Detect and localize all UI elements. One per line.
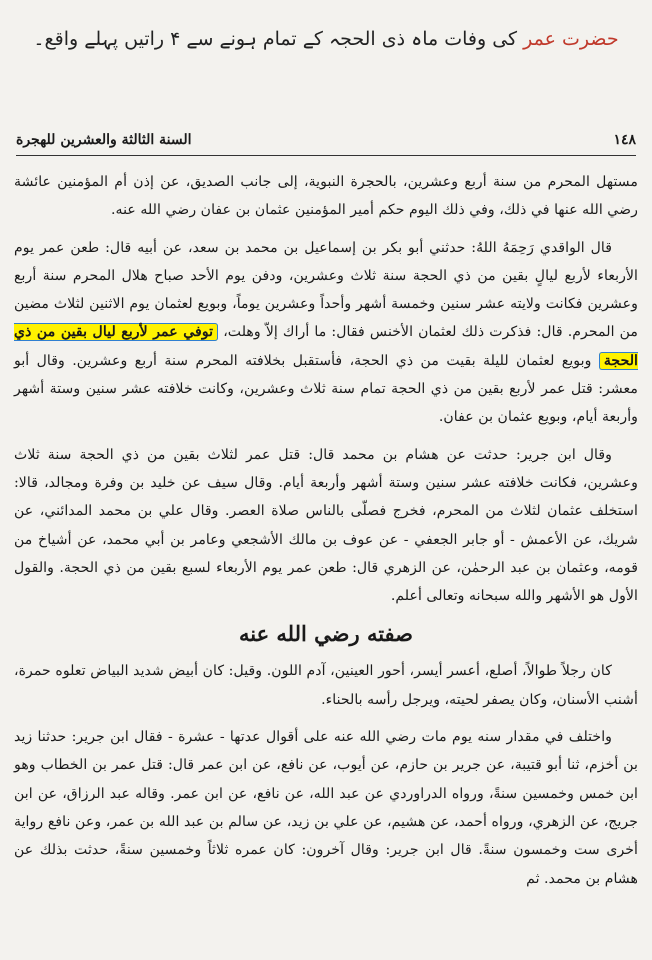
page-body [14, 168, 638, 902]
paragraph-continuation: وبويع لعثمان لليلة بقيت من ذي الحجة، فأستقبل بخلافته المحرم سنة أربع وعشرين. وقال أبو معشر: قتل عمر لأربع بقين من ذي الحجة تمام سنة ثلاث وعشرين، وكانت خلافته عشر سنين وستة أشهر وأربعة أيام، وبويع عثمان بن عفان. [14, 352, 638, 426]
urdu-annotation-highlight: حضرت عمر [523, 28, 619, 50]
paragraph: كان رجلاً طوالاً، أصلع، أعسر أيسر، أحور العينين، آدم اللون. وقيل: كان أبيض شديد البياض تعلوه حمرة، أشنب الأسنان، وكان يصفر لحيته، ويرجل رأسه بالحناء. [14, 663, 638, 708]
page-number: ١٤٨ [613, 132, 636, 148]
paragraph: مستهل المحرم من سنة أربع وعشرين، بالحجرة النبوية، إلى جانب الصديق، عن إذن أم المؤمنين عائشة رضي الله عنها في ذلك، وفي ذلك اليوم حكم أمير المؤمنين عثمان بن عفان رضي الله عنه. [14, 174, 638, 219]
header-rule [16, 155, 636, 156]
paragraph-text: قال الواقدي رَحِمَهُ اللهُ: حدثني أبو بكر بن إسماعيل بن محمد بن سعد، عن أبيه قال: طعن عمر يوم الأربعاء لأربع ليالٍ بقين من ذي الحجة سنة ثلاث وعشرين، ودفن يوم الأحد صباح هلال المحرم سنة أربع وعشرين فكانت ولايته عشر سنين وخمسة أشهر وأحداً وعشرين يوماً، وبويع لعثمان يوم الاثنين لثلاث مضين من المحرم. قال: فذكرت ذلك لعثمان الأخنس فقال: ما أراك إلاّ وهلت، [14, 239, 638, 341]
paragraph: وقال ابن جرير: حدثت عن هشام بن محمد قال: قتل عمر لثلاث بقين من ذي الحجة سنة ثلاث وعشرين، فكانت خلافته عشر سنين وستة أشهر وأربعة أيام. وقال سيف عن خليد بن وفرة ومجالد، قالا: استخلف عثمان لثلاث من المحرم، فخرج فصلّى بالناس صلاة العصر. وقال علي بن محمد المدائني، عن شريك، عن الأعمش - أو جابر الجعفي - عن عوف بن مالك الأشجعي وعامر بن أبي محمد، عن أشياخ من قومه، وعثمان بن عبد الرحمٰن، عن الزهري قال: طعن عمر يوم الأربعاء لسبع بقين من ذي الحجة. والقول الأول هو الأشهر والله سبحانه وتعالى أعلم. [14, 446, 638, 605]
running-title: السنة الثالثة والعشرين للهجرة [16, 132, 192, 148]
highlighted-phrase: توفي عمر لأربع ليال بقين من ذي الحجة [14, 324, 638, 369]
paragraph: واختلف في مقدار سنه يوم مات رضي الله عنه على أقوال عدتها - عشرة - فقال ابن جرير: حدثنا زيد بن أخزم، ثنا أبو قتيبة، عن جرير بن حازم، عن أيوب، عن نافع، عن ابن عمر قال: قتل عمر بن الخطاب وهو ابن خمس وخمسين سنةً، ورواه الدراوردي عن عبد الله، عن نافع، عن ابن عمر. وقاله عبد الرزاق، عن ابن جريج، عن الزهري، ورواه أحمد، عن هشيم، عن علي بن زيد، عن سالم بن عبد الله بن عمر، وعن نافع رواية أخرى ست وخمسون سنةً. قال ابن جرير: وقال آخرون: كان عمره ثلاثاً وخمسين سنةً، حدثت بذلك عن هشام بن محمد. ثم [14, 729, 638, 887]
urdu-annotation [0, 28, 652, 50]
urdu-annotation-text: کی وفات ماہ ذی الحجہ کے تمام ہونے سے ۴ راتیں پہلے واقع۔ [33, 28, 518, 50]
paragraph-with-highlight [14, 234, 638, 432]
section-title: صفته رضي الله عنه [238, 621, 414, 647]
running-header [16, 128, 636, 152]
